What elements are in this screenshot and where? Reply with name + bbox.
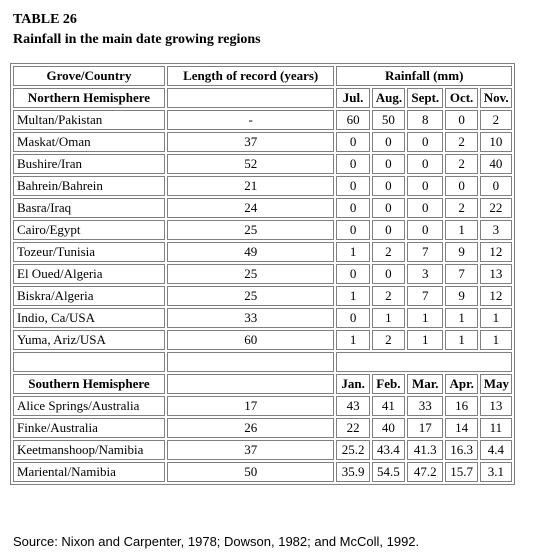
record-years: 37 xyxy=(167,132,335,152)
rainfall-value: 8 xyxy=(407,110,443,130)
rainfall-value: 12 xyxy=(480,242,512,262)
record-years: 37 xyxy=(167,440,335,460)
table-number: TABLE 26 xyxy=(13,12,77,27)
table-row xyxy=(13,308,512,328)
rainfall-value: 0 xyxy=(407,154,443,174)
record-years: 25 xyxy=(167,286,335,306)
rainfall-value: 0 xyxy=(336,132,369,152)
rainfall-value: 41.3 xyxy=(407,440,443,460)
record-years: 25 xyxy=(167,264,335,284)
empty-cell xyxy=(336,352,512,372)
empty-cell xyxy=(167,374,335,394)
rainfall-value: 1 xyxy=(336,330,369,350)
rainfall-value: 12 xyxy=(480,286,512,306)
rainfall-value: 0 xyxy=(336,220,369,240)
rainfall-value: 1 xyxy=(445,220,477,240)
table-row xyxy=(13,264,512,284)
rainfall-value: 11 xyxy=(480,418,512,438)
southern-hemisphere-label: Southern Hemisphere xyxy=(13,374,165,394)
rainfall-value: 9 xyxy=(445,242,477,262)
rainfall-value: 0 xyxy=(336,154,369,174)
record-years: 26 xyxy=(167,418,335,438)
month-header: Aug. xyxy=(372,88,405,108)
table-row xyxy=(13,440,512,460)
record-years: 49 xyxy=(167,242,335,262)
table-row xyxy=(13,286,512,306)
table-body xyxy=(13,88,512,482)
rainfall-value: 0 xyxy=(445,176,477,196)
rainfall-value: 43.4 xyxy=(372,440,405,460)
place-name: Finke/Australia xyxy=(13,418,165,438)
table-row xyxy=(13,132,512,152)
rainfall-value: 2 xyxy=(372,242,405,262)
place-name: Keetmanshoop/Namibia xyxy=(13,440,165,460)
grove-country-header: Grove/Country xyxy=(13,66,165,86)
place-name: Indio, Ca/USA xyxy=(13,308,165,328)
table-row xyxy=(13,462,512,482)
month-header: Jan. xyxy=(336,374,369,394)
rainfall-value: 60 xyxy=(336,110,369,130)
rainfall-value: 33 xyxy=(407,396,443,416)
rainfall-value: 4.4 xyxy=(480,440,512,460)
rainfall-table xyxy=(10,63,515,485)
rainfall-value: 54.5 xyxy=(372,462,405,482)
rainfall-value: 0 xyxy=(407,198,443,218)
rainfall-value: 3 xyxy=(407,264,443,284)
place-name: Alice Springs/Australia xyxy=(13,396,165,416)
header-row xyxy=(13,66,512,86)
rainfall-value: 0 xyxy=(480,176,512,196)
rainfall-value: 10 xyxy=(480,132,512,152)
place-name: Tozeur/Tunisia xyxy=(13,242,165,262)
month-header: Sept. xyxy=(407,88,443,108)
rainfall-value: 1 xyxy=(445,308,477,328)
record-years: 25 xyxy=(167,220,335,240)
rainfall-value: 16 xyxy=(445,396,477,416)
place-name: Mariental/Namibia xyxy=(13,462,165,482)
northern-hemisphere-label: Northern Hemisphere xyxy=(13,88,165,108)
record-years: 60 xyxy=(167,330,335,350)
month-header: Oct. xyxy=(445,88,477,108)
rainfall-value: 22 xyxy=(336,418,369,438)
table-row xyxy=(13,176,512,196)
empty-cell xyxy=(13,352,165,372)
place-name: Basra/Iraq xyxy=(13,198,165,218)
place-name: Cairo/Egypt xyxy=(13,220,165,240)
rainfall-value: 50 xyxy=(372,110,405,130)
rainfall-value: 1 xyxy=(445,330,477,350)
table-row xyxy=(13,154,512,174)
northern-hemisphere-header-row xyxy=(13,88,512,108)
southern-hemisphere-header-row xyxy=(13,374,512,394)
rainfall-value: 2 xyxy=(445,198,477,218)
rainfall-value: 16.3 xyxy=(445,440,477,460)
record-years: 50 xyxy=(167,462,335,482)
table-row xyxy=(13,220,512,240)
rainfall-value: 0 xyxy=(372,198,405,218)
table-row xyxy=(13,242,512,262)
place-name: Multan/Pakistan xyxy=(13,110,165,130)
rainfall-value: 1 xyxy=(336,242,369,262)
rainfall-value: 2 xyxy=(445,132,477,152)
table-row xyxy=(13,396,512,416)
rainfall-value: 15.7 xyxy=(445,462,477,482)
rainfall-header: Rainfall (mm) xyxy=(336,66,512,86)
rainfall-value: 25.2 xyxy=(336,440,369,460)
place-name: Bushire/Iran xyxy=(13,154,165,174)
rainfall-value: 0 xyxy=(336,264,369,284)
rainfall-value: 9 xyxy=(445,286,477,306)
rainfall-value: 41 xyxy=(372,396,405,416)
month-header: Apr. xyxy=(445,374,477,394)
source-note: Source: Nixon and Carpenter, 1978; Dowson, 1982; and McColl, 1992. xyxy=(13,534,420,549)
rainfall-value: 40 xyxy=(372,418,405,438)
rainfall-value: 22 xyxy=(480,198,512,218)
rainfall-value: 2 xyxy=(445,154,477,174)
rainfall-value: 1 xyxy=(407,330,443,350)
month-header: Mar. xyxy=(407,374,443,394)
record-years: 17 xyxy=(167,396,335,416)
rainfall-value: 0 xyxy=(372,132,405,152)
rainfall-value: 47.2 xyxy=(407,462,443,482)
record-years: 33 xyxy=(167,308,335,328)
rainfall-value: 1 xyxy=(480,330,512,350)
rainfall-value: 0 xyxy=(372,220,405,240)
record-length-header: Length of record (years) xyxy=(167,66,335,86)
rainfall-value: 35.9 xyxy=(336,462,369,482)
month-header: Nov. xyxy=(480,88,512,108)
rainfall-value: 13 xyxy=(480,264,512,284)
rainfall-value: 2 xyxy=(372,286,405,306)
rainfall-value: 7 xyxy=(407,242,443,262)
place-name: Maskat/Oman xyxy=(13,132,165,152)
rainfall-value: 2 xyxy=(480,110,512,130)
place-name: Biskra/Algeria xyxy=(13,286,165,306)
rainfall-value: 14 xyxy=(445,418,477,438)
rainfall-value: 0 xyxy=(407,132,443,152)
rainfall-value: 1 xyxy=(372,308,405,328)
empty-cell xyxy=(167,88,335,108)
spacer-row xyxy=(13,352,512,372)
rainfall-value: 7 xyxy=(445,264,477,284)
month-header: Jul. xyxy=(336,88,369,108)
place-name: Yuma, Ariz/USA xyxy=(13,330,165,350)
rainfall-value: 13 xyxy=(480,396,512,416)
record-years: 24 xyxy=(167,198,335,218)
table-row xyxy=(13,330,512,350)
record-years: 21 xyxy=(167,176,335,196)
rainfall-value: 0 xyxy=(336,198,369,218)
rainfall-value: 2 xyxy=(372,330,405,350)
rainfall-value: 3.1 xyxy=(480,462,512,482)
place-name: Bahrein/Bahrein xyxy=(13,176,165,196)
empty-cell xyxy=(167,352,335,372)
table-title: Rainfall in the main date growing regions xyxy=(13,32,261,47)
place-name: El Oued/Algeria xyxy=(13,264,165,284)
rainfall-value: 0 xyxy=(445,110,477,130)
table-row xyxy=(13,198,512,218)
rainfall-value: 0 xyxy=(407,220,443,240)
rainfall-value: 40 xyxy=(480,154,512,174)
rainfall-value: 1 xyxy=(407,308,443,328)
rainfall-value: 1 xyxy=(480,308,512,328)
rainfall-value: 1 xyxy=(336,286,369,306)
rainfall-value: 0 xyxy=(407,176,443,196)
rainfall-value: 43 xyxy=(336,396,369,416)
rainfall-value: 0 xyxy=(336,308,369,328)
month-header: Feb. xyxy=(372,374,405,394)
rainfall-value: 0 xyxy=(372,154,405,174)
record-years: 52 xyxy=(167,154,335,174)
rainfall-value: 0 xyxy=(372,264,405,284)
rainfall-value: 3 xyxy=(480,220,512,240)
rainfall-value: 0 xyxy=(336,176,369,196)
month-header: May xyxy=(480,374,512,394)
record-years: - xyxy=(167,110,335,130)
rainfall-value: 17 xyxy=(407,418,443,438)
rainfall-value: 0 xyxy=(372,176,405,196)
table-row xyxy=(13,110,512,130)
table-row xyxy=(13,418,512,438)
rainfall-value: 7 xyxy=(407,286,443,306)
